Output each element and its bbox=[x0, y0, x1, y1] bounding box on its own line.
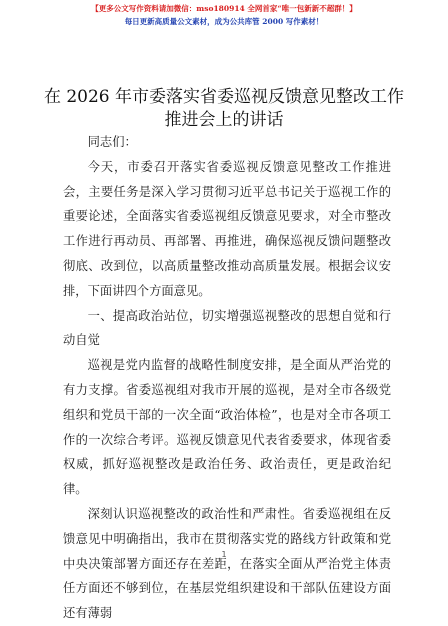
banner-line-subtitle: 每日更新高质量公文素材，成为公共库管 2000 写作素材！ bbox=[124, 17, 324, 26]
page-number: 1 bbox=[221, 550, 227, 559]
paragraph-inspection: 巡视是党内监督的战略性制度安排，是全面从严治党的有力支撑。省委巡视组对我市开展的巡视，是对全市各级党组织和党员干部的一次全面“政治体检”，也是对全市各项工作的一次综合考评。巡视反馈意见代表省委要求，体现省委权威，抓好巡视整改是政治任务、政治责任，更是政治纪律。 bbox=[63, 358, 391, 497]
salutation: 同志们： bbox=[87, 135, 137, 149]
title-line-2: 推进会上的讲话 bbox=[164, 110, 284, 130]
paragraph-intro: 今天，市委召开落实省委巡视反馈意见整改工作推进会，主要任务是深入学习贯彻习近平总书记关于巡视工作的重要论述，全面落实省委巡视组反馈意见要求，对全市整改工作进行再动员、再部署、再推进，确保巡视反馈问题整改彻底、改到位，以高质量整改推动高质量发展。根据会议安排，下面讲四个方面意见。 bbox=[63, 159, 391, 298]
section-heading-1: 一、提高政治站位，切实增强巡视整改的思想自觉和行动自觉 bbox=[63, 308, 391, 348]
banner-line-promo: 【更多公文写作资料请加微信：mso180914 全网首家“唯一包新新不超群！】 bbox=[91, 4, 357, 13]
paragraph-awareness: 深刻认识巡视整改的政治性和严肃性。省委巡视组在反馈意见中明确指出，我市在贯彻落实党的路线方针政策和党中央决策部署方面还存在差距，在落实全面从严治党主体责任方面还不够到位，在基层党组织建设和干部队伍建设方面还有薄弱 bbox=[63, 506, 391, 621]
title-line-1: 在 2026 年市委落实省委巡视反馈意见整改工作 bbox=[43, 87, 405, 107]
document-title bbox=[30, 86, 418, 132]
